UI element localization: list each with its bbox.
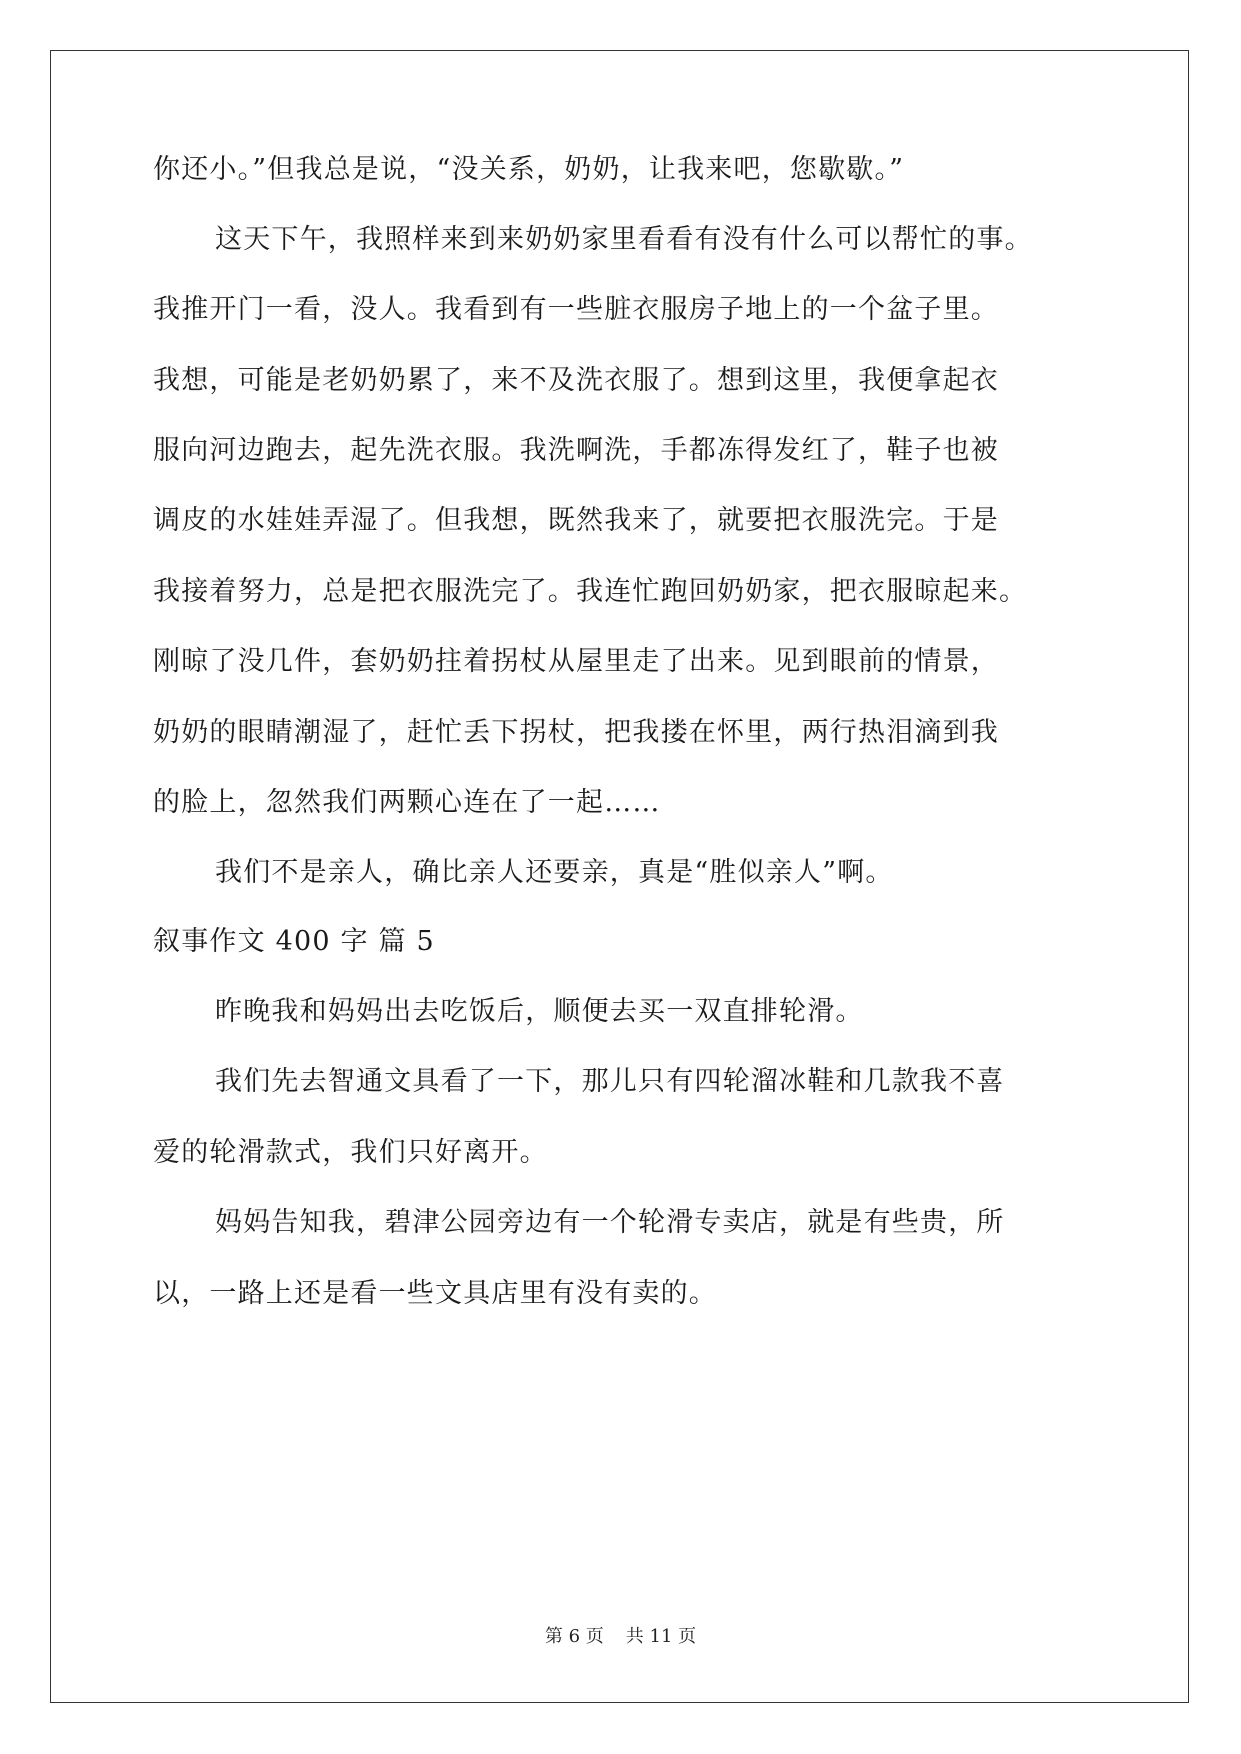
page-total: 共 11 页	[625, 1626, 697, 1647]
section-heading: 叙事作文 400 字 篇 5	[153, 926, 435, 957]
paragraph-line: 昨晚我和妈妈出去吃饭后，顺便去买一双直排轮滑。	[215, 996, 864, 1027]
paragraph-line: 我们不是亲人，确比亲人还要亲，真是“胜似亲人”啊。	[215, 857, 894, 888]
page-number: 第 6 页	[544, 1626, 604, 1647]
text-line: 我想，可能是老奶奶累了，来不及洗衣服了。想到这里，我便拿起衣	[153, 365, 999, 396]
paragraph-line: 这天下午，我照样来到来奶奶家里看看有没有什么可以帮忙的事。	[215, 224, 1033, 255]
text-line: 我推开门一看，没人。我看到有一些脏衣服房子地上的一个盆子里。	[153, 294, 999, 325]
text-line: 以，一路上还是看一些文具店里有没有卖的。	[153, 1278, 717, 1309]
text-line: 奶奶的眼睛潮湿了，赶忙丢下拐杖，把我搂在怀里，两行热泪滴到我	[153, 717, 999, 748]
text-line: 我接着努力，总是把衣服洗完了。我连忙跑回奶奶家，把衣服晾起来。	[153, 576, 1028, 607]
text-line: 爱的轮滑款式，我们只好离开。	[153, 1137, 548, 1168]
text-line: 刚晾了没几件，套奶奶拄着拐杖从屋里走了出来。见到眼前的情景，	[153, 646, 999, 677]
page-footer	[0, 1625, 1241, 1649]
text-line: 服向河边跑去，起先洗衣服。我洗啊洗，手都冻得发红了，鞋子也被	[153, 435, 999, 466]
paragraph-line: 妈妈告知我，碧津公园旁边有一个轮滑专卖店，就是有些贵，所	[215, 1207, 1005, 1238]
text-line: 的脸上，忽然我们两颗心连在了一起……	[153, 787, 661, 818]
text-line: 调皮的水娃娃弄湿了。但我想，既然我来了，就要把衣服洗完。于是	[153, 505, 999, 536]
paragraph-line: 我们先去智通文具看了一下，那儿只有四轮溜冰鞋和几款我不喜	[215, 1066, 1005, 1097]
text-line: 你还小。”但我总是说，“没关系，奶奶，让我来吧，您歇歇。”	[153, 154, 905, 185]
